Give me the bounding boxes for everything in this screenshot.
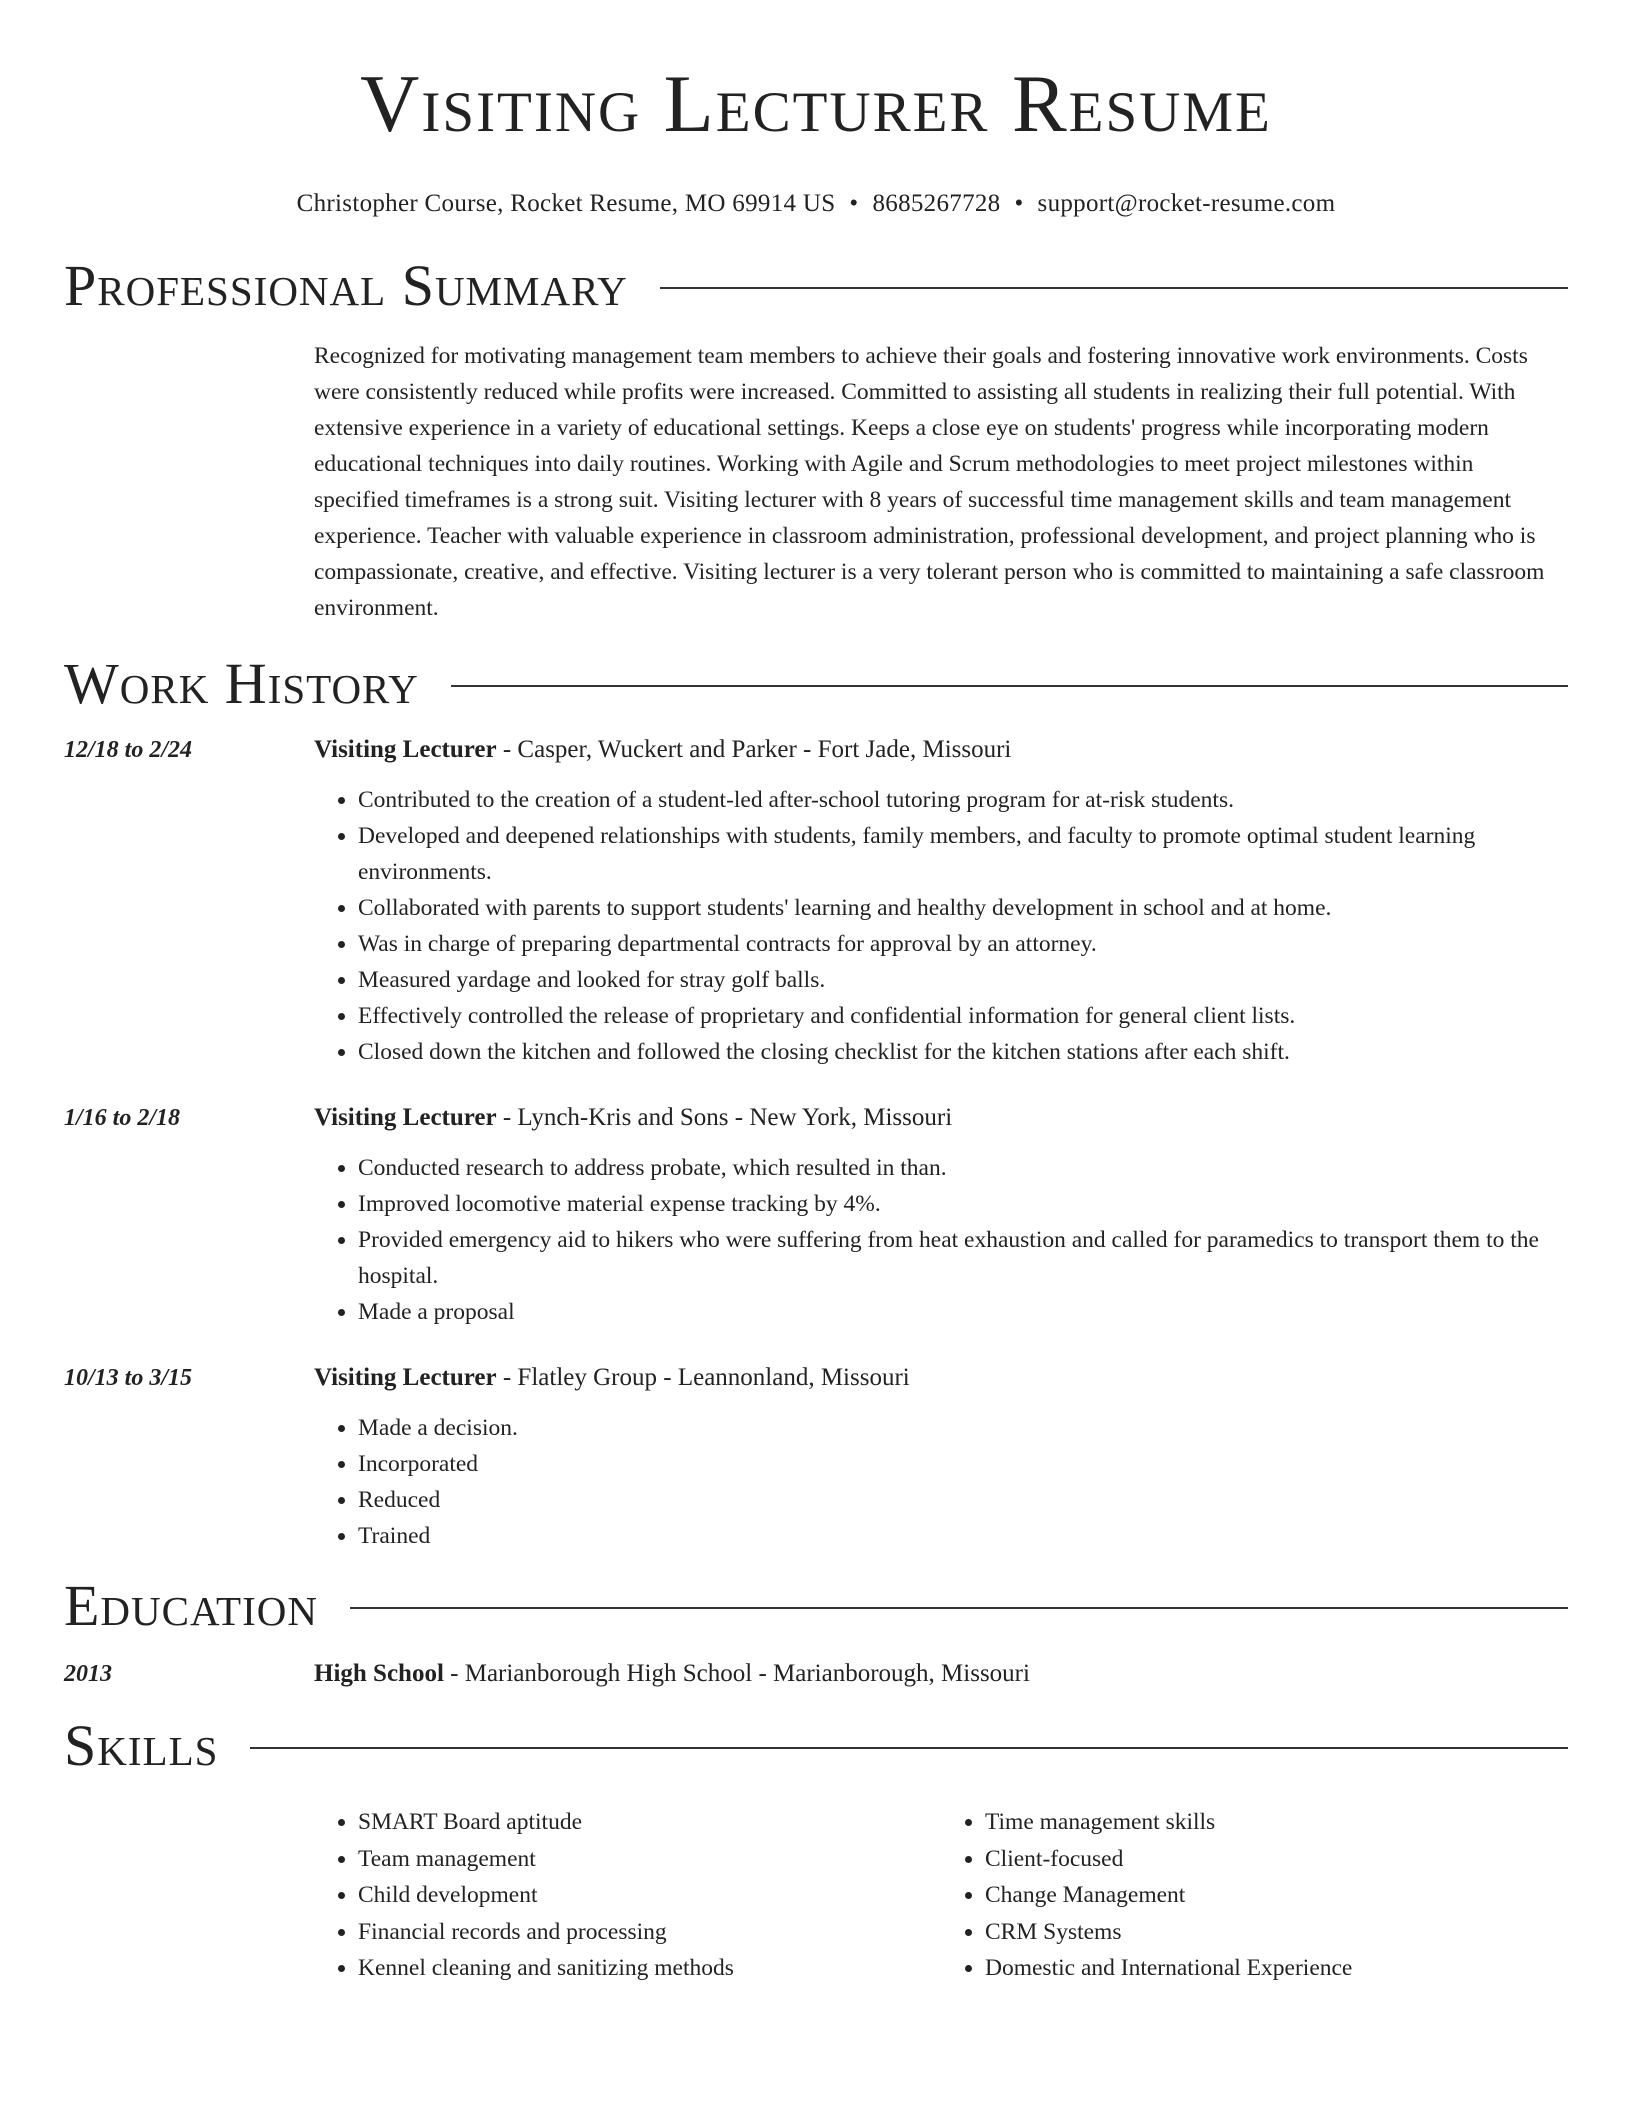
skill-item: • CRM Systems [985, 1914, 1568, 1951]
skills-list [314, 1804, 1568, 1987]
job-entry [64, 1360, 1568, 1554]
job-bullet: • Conducted research to address probate, which resulted in than. [358, 1150, 1568, 1186]
section-divider [350, 1607, 1568, 1609]
skill-item: • Team management [358, 1841, 941, 1878]
contact-address: Christopher Course, Rocket Resume, MO 69914 US [296, 190, 836, 217]
job-bullet: • Closed down the kitchen and followed the closing checklist for the kitchen stations after each shift. [358, 1034, 1568, 1070]
job-date: 12/18 to 2/24 [64, 737, 193, 763]
job-entry [64, 1100, 1568, 1330]
contact-separator: • [1014, 190, 1024, 217]
skills-column-right [941, 1804, 1568, 1987]
job-date: 1/16 to 2/18 [64, 1105, 181, 1131]
job-bullet: • Collaborated with parents to support students' learning and healthy development in school and at home. [358, 890, 1568, 926]
job-date: 10/13 to 3/15 [64, 1365, 193, 1391]
job-details: - Lynch-Kris and Sons - New York, Missouri [496, 1104, 953, 1131]
job-bullets [314, 782, 1568, 1070]
skill-item: • SMART Board aptitude [358, 1804, 941, 1841]
job-bullet: • Made a proposal [358, 1294, 1568, 1330]
section-title-skills: Skills [64, 1713, 219, 1778]
skill-item: • Change Management [985, 1877, 1568, 1914]
education-date: 2013 [64, 1661, 112, 1687]
job-title: Visiting Lecturer [314, 1364, 497, 1391]
job-title: Visiting Lecturer [314, 736, 497, 763]
contact-separator: • [849, 190, 859, 217]
job-bullet: • Improved locomotive material expense tracking by 4%. [358, 1186, 1568, 1222]
job-role-line [314, 1360, 1568, 1396]
job-bullets [314, 1150, 1568, 1330]
job-bullet: • Developed and deepened relationships with students, family members, and faculty to promote optimal student learning environments. [358, 818, 1568, 890]
job-title: Visiting Lecturer [314, 1104, 497, 1131]
skill-item: • Kennel cleaning and sanitizing methods [358, 1950, 941, 1987]
section-header-education [64, 1570, 1568, 1642]
job-bullets [314, 1410, 1568, 1554]
job-role-line [314, 732, 1568, 768]
job-details: - Casper, Wuckert and Parker - Fort Jade, Missouri [496, 736, 1012, 763]
section-divider [451, 685, 1568, 687]
education-details: - Marianborough High School - Marianborough, Missouri [443, 1660, 1030, 1687]
section-title-education: Education [64, 1573, 318, 1638]
section-title-summary: Professional Summary [64, 253, 628, 318]
section-divider [660, 287, 1568, 289]
contact-email: support@rocket-resume.com [1037, 190, 1336, 217]
job-bullet: • Measured yardage and looked for stray golf balls. [358, 962, 1568, 998]
education-line [314, 1656, 1568, 1692]
job-bullet: • Effectively controlled the release of proprietary and confidential information for general client lists. [358, 998, 1568, 1034]
skill-item: • Client-focused [985, 1841, 1568, 1878]
job-details: - Flatley Group - Leannonland, Missouri [496, 1364, 910, 1391]
job-bullet: • Contributed to the creation of a student-led after-school tutoring program for at-risk students. [358, 782, 1568, 818]
job-bullet: • Incorporated [358, 1446, 1568, 1482]
section-divider [250, 1747, 1568, 1749]
education-entry [64, 1656, 1568, 1692]
job-bullet: • Was in charge of preparing departmental contracts for approval by an attorney. [358, 926, 1568, 962]
skill-item: • Domestic and International Experience [985, 1950, 1568, 1987]
section-header-work [64, 648, 1568, 720]
contact-phone: 8685267728 [872, 190, 1001, 217]
skill-item: • Financial records and processing [358, 1914, 941, 1951]
skill-item: • Child development [358, 1877, 941, 1914]
job-bullet: • Reduced [358, 1482, 1568, 1518]
section-header-summary [64, 250, 1568, 322]
section-header-skills [64, 1710, 1568, 1782]
job-entry [64, 732, 1568, 1070]
job-bullet: • Trained [358, 1518, 1568, 1554]
contact-line [64, 188, 1568, 220]
skill-item: • Time management skills [985, 1804, 1568, 1841]
job-bullet: • Made a decision. [358, 1410, 1568, 1446]
education-degree: High School [314, 1660, 444, 1687]
job-role-line [314, 1100, 1568, 1136]
summary-text: Recognized for motivating management team members to achieve their goals and fostering innovative work environments. Costs were consistently reduced while profits were increased. Committed to assisting all students in realizing their full potential. With extensive experience in a variety of educational settings. Keeps a close eye on students' progress while incorporating modern educational techniques into daily routines. Working with Agile and Scrum methodologies to meet project milestones within specified timeframes is a strong suit. Visiting lecturer with 8 years of successful time management skills and team management experience. Teacher with valuable experience in classroom administration, professional development, and project planning who is compassionate, creative, and effective. Visiting lecturer is a very tolerant person who is committed to maintaining a safe classroom environment. [314, 343, 1545, 621]
skills-column-left [314, 1804, 941, 1987]
resume-title: Visiting Lecturer Resume [360, 58, 1272, 149]
job-bullet: • Provided emergency aid to hikers who were suffering from heat exhaustion and called for paramedics to transport them to the hospital. [358, 1222, 1568, 1294]
section-title-work: Work History [64, 651, 419, 716]
